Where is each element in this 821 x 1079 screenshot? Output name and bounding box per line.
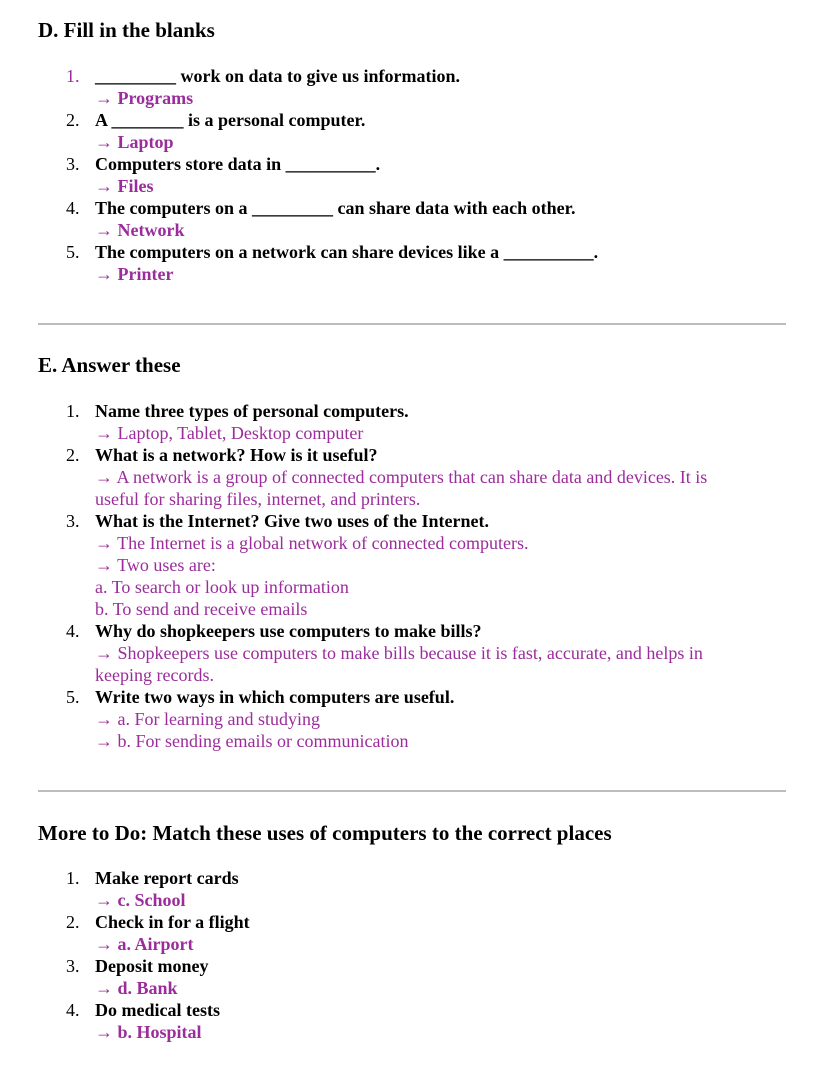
item-number: 5. bbox=[66, 687, 80, 707]
answer-text: → Laptop bbox=[95, 132, 174, 152]
question-before: A bbox=[95, 110, 112, 130]
blank-line: __________ bbox=[285, 154, 376, 174]
list-item bbox=[38, 241, 598, 285]
question-after: can share data with each other. bbox=[333, 198, 576, 218]
section-divider bbox=[38, 323, 786, 325]
question-before: Computers store data in bbox=[95, 154, 286, 174]
section-e-title: E. Answer these bbox=[38, 353, 181, 377]
blank-line: _________ bbox=[252, 198, 333, 218]
item-number: 1. bbox=[66, 401, 80, 421]
item-number: 1. bbox=[66, 868, 80, 888]
answer-line: → a. For learning and studying bbox=[95, 709, 320, 729]
list-item bbox=[38, 999, 250, 1043]
list-item bbox=[38, 65, 598, 109]
answer-text: → Network bbox=[95, 220, 185, 240]
answer-text: → b. Hospital bbox=[95, 1022, 202, 1042]
answer-line: → Laptop, Tablet, Desktop computer bbox=[95, 423, 364, 443]
section-answer-these bbox=[38, 353, 786, 751]
question-text: Make report cards bbox=[95, 868, 239, 888]
question-before: The computers on a network can share devices like a bbox=[95, 242, 504, 262]
item-number: 4. bbox=[66, 1000, 80, 1020]
answer-line: keeping records. bbox=[95, 665, 214, 685]
list-item bbox=[38, 400, 707, 444]
list-item bbox=[38, 955, 250, 999]
section-d-title: D. Fill in the blanks bbox=[38, 18, 215, 42]
answer-text: → Programs bbox=[95, 88, 194, 108]
answer-line: → Two uses are: bbox=[95, 555, 216, 575]
item-number: 3. bbox=[66, 154, 80, 174]
answer-text: → Printer bbox=[95, 264, 174, 284]
question-after: is a personal computer. bbox=[183, 110, 366, 130]
blank-line: __________ bbox=[503, 242, 594, 262]
item-number: 2. bbox=[66, 445, 80, 465]
question-text: Do medical tests bbox=[95, 1000, 220, 1020]
question-text bbox=[95, 110, 365, 130]
answer-line: → Shopkeepers use computers to make bills because it is fast, accurate, and helps in bbox=[95, 643, 703, 663]
answer-line: a. To search or look up information bbox=[95, 577, 349, 597]
answer-text: → Files bbox=[95, 176, 154, 196]
question-text bbox=[95, 154, 380, 174]
item-number: 3. bbox=[66, 511, 80, 531]
question-text: Check in for a flight bbox=[95, 912, 250, 932]
answer-text: → d. Bank bbox=[95, 978, 178, 998]
answer-line: b. To send and receive emails bbox=[95, 599, 308, 619]
section-more-title: More to Do: Match these uses of computers to the correct places bbox=[38, 821, 612, 845]
item-number: 1. bbox=[66, 66, 80, 86]
answer-these-list bbox=[38, 400, 707, 752]
question-text: Write two ways in which computers are useful. bbox=[95, 687, 455, 707]
list-item bbox=[38, 153, 598, 197]
answer-text: → a. Airport bbox=[95, 934, 194, 954]
answer-text: → c. School bbox=[95, 890, 186, 910]
question-text bbox=[95, 66, 460, 86]
item-number: 2. bbox=[66, 912, 80, 932]
section-fill-in-blanks bbox=[38, 18, 786, 284]
question-after: . bbox=[375, 154, 381, 174]
item-number: 4. bbox=[66, 621, 80, 641]
answer-line: → b. For sending emails or communication bbox=[95, 731, 409, 751]
blank-line: _________ bbox=[95, 66, 176, 86]
section-more-to-do bbox=[38, 821, 786, 1042]
answer-line: useful for sharing files, internet, and printers. bbox=[95, 489, 421, 509]
question-after: work on data to give us information. bbox=[176, 66, 461, 86]
match-list bbox=[38, 867, 250, 1043]
item-number: 5. bbox=[66, 242, 80, 262]
question-text: What is the Internet? Give two uses of the Internet. bbox=[95, 511, 489, 531]
list-item bbox=[38, 911, 250, 955]
question-text: What is a network? How is it useful? bbox=[95, 445, 378, 465]
blank-line: ________ bbox=[111, 110, 184, 130]
list-item bbox=[38, 444, 707, 510]
question-after: . bbox=[593, 242, 599, 262]
item-number: 3. bbox=[66, 956, 80, 976]
question-text: Why do shopkeepers use computers to make bills? bbox=[95, 621, 482, 641]
question-text bbox=[95, 198, 576, 218]
list-item bbox=[38, 510, 707, 620]
list-item bbox=[38, 620, 707, 686]
question-before: The computers on a bbox=[95, 198, 252, 218]
list-item bbox=[38, 867, 250, 911]
question-text bbox=[95, 242, 598, 262]
list-item bbox=[38, 197, 598, 241]
list-item bbox=[38, 686, 707, 752]
section-divider bbox=[38, 790, 786, 792]
answer-line: → A network is a group of connected computers that can share data and devices. It is bbox=[95, 467, 708, 487]
item-number: 4. bbox=[66, 198, 80, 218]
fill-blanks-list bbox=[38, 65, 598, 285]
question-text: Name three types of personal computers. bbox=[95, 401, 409, 421]
item-number: 2. bbox=[66, 110, 80, 130]
question-text: Deposit money bbox=[95, 956, 209, 976]
list-item bbox=[38, 109, 598, 153]
answer-line: → The Internet is a global network of connected computers. bbox=[95, 533, 529, 553]
